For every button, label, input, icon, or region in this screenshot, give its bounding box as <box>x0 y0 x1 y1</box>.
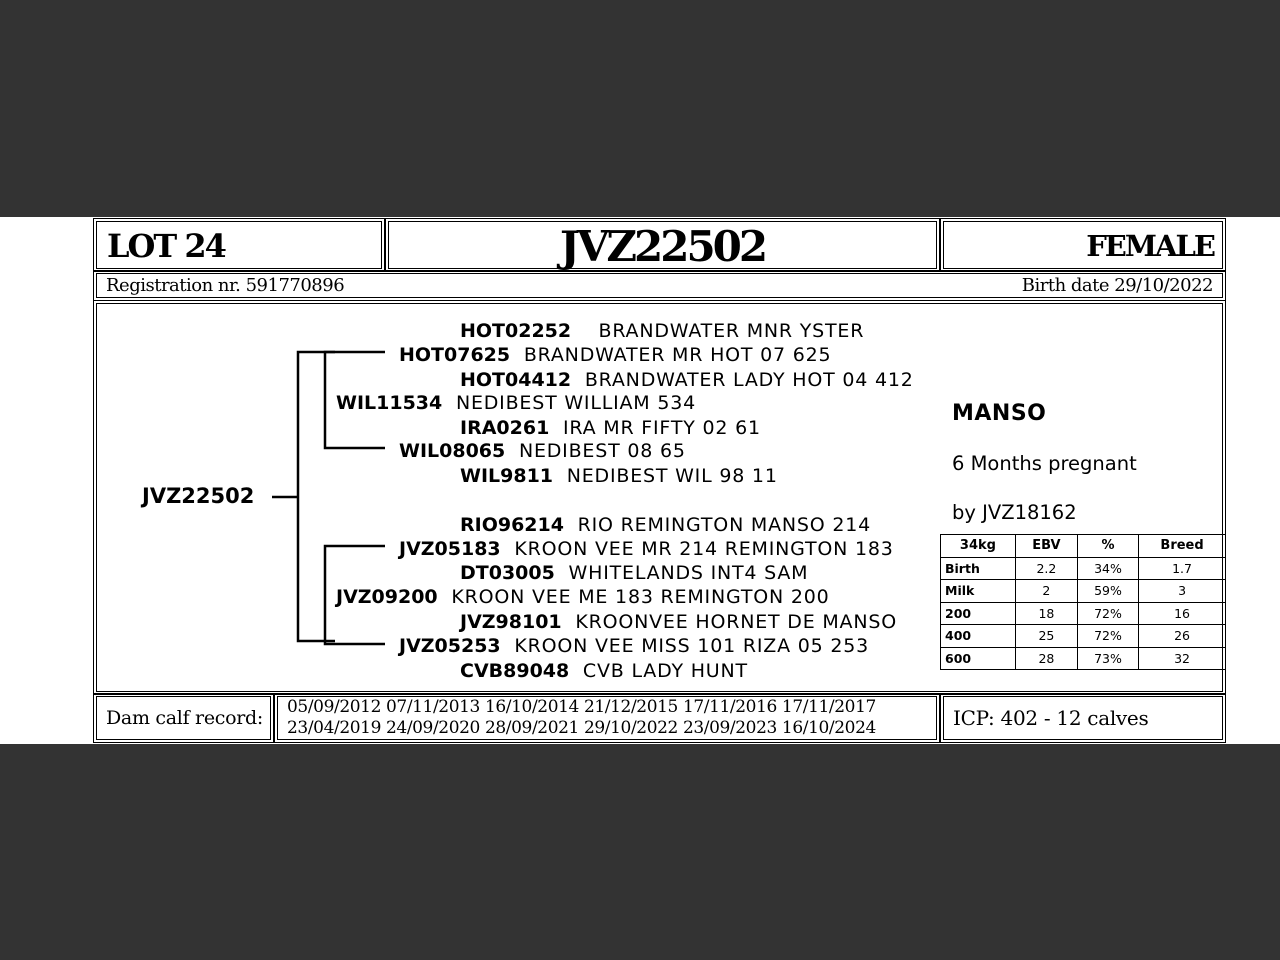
pedigree-animal: JVZ22502 <box>142 484 255 508</box>
ebv-breed: 3 <box>1139 580 1226 603</box>
ebv-row <box>941 625 1226 648</box>
ebv-row-label: 400 <box>941 625 1016 648</box>
ebv-percent: 59% <box>1077 580 1138 603</box>
ebv-breed: 32 <box>1139 647 1226 670</box>
lot-number: LOT 24 <box>107 227 225 265</box>
pedigree-dam-sire-sire: RIO96214 RIO REMINGTON MANSO 214 <box>460 514 872 536</box>
ebv-value: 28 <box>1015 647 1077 670</box>
ebv-row-label: Milk <box>941 580 1016 603</box>
ebv-header-percent: % <box>1077 535 1138 558</box>
pedigree-sire: WIL11534 NEDIBEST WILLIAM 534 <box>336 392 696 414</box>
dam-calf-record-label: Dam calf record: <box>106 707 263 729</box>
pedigree-panel <box>96 303 1223 692</box>
lot-number-cell <box>96 221 382 269</box>
calf-dates-line-1: 05/09/2012 07/11/2013 16/10/2014 21/12/2015 17/11/2016 17/11/2017 <box>287 697 876 717</box>
pedigree-sire-dam-sire: IRA0261 IRA MR FIFTY 02 61 <box>460 417 761 439</box>
ebv-row <box>941 647 1226 670</box>
ebv-breed: 1.7 <box>1139 557 1226 580</box>
ebv-breed: 16 <box>1139 602 1226 625</box>
parent-bracket <box>298 352 335 641</box>
pedigree-dam-dam-sire: JVZ98101 KROONVEE HORNET DE MANSO <box>460 611 897 633</box>
ebv-header-breed: Breed <box>1139 535 1226 558</box>
icp-summary: ICP: 402 - 12 calves <box>953 706 1149 730</box>
ebv-percent: 73% <box>1077 647 1138 670</box>
ebv-breed: 26 <box>1139 625 1226 648</box>
ebv-table <box>940 534 1226 670</box>
pedigree-dam-dam-dam: CVB89048 CVB LADY HUNT <box>460 660 748 682</box>
dam-calf-record-dates <box>277 696 937 740</box>
pedigree-sire-sire-sire: HOT02252 BRANDWATER MNR YSTER <box>460 320 865 342</box>
ebv-header-row <box>941 535 1226 558</box>
pedigree-sire-sire-dam: HOT04412 BRANDWATER LADY HOT 04 412 <box>460 369 914 391</box>
pregnancy-status: 6 Months pregnant <box>952 452 1137 475</box>
ebv-header-ebv: EBV <box>1015 535 1077 558</box>
animal-id-cell <box>388 221 937 269</box>
pedigree-sire-sire: HOT07625 BRANDWATER MR HOT 07 625 <box>399 344 832 366</box>
ebv-row <box>941 580 1226 603</box>
icp-cell <box>943 696 1223 740</box>
ebv-percent: 34% <box>1077 557 1138 580</box>
ebv-row <box>941 602 1226 625</box>
sex-cell <box>943 221 1223 269</box>
ebv-header-weight: 34kg <box>941 535 1016 558</box>
pedigree-dam-sire: JVZ05183 KROON VEE MR 214 REMINGTON 183 <box>399 538 894 560</box>
ebv-row-label: 200 <box>941 602 1016 625</box>
registration-number: Registration nr. 591770896 <box>106 275 345 296</box>
ebv-row-label: Birth <box>941 557 1016 580</box>
ebv-value: 18 <box>1015 602 1077 625</box>
pedigree-sire-dam: WIL08065 NEDIBEST 08 65 <box>399 440 686 462</box>
pedigree-dam-sire-dam: DT03005 WHITELANDS INT4 SAM <box>460 562 809 584</box>
ebv-row <box>941 557 1226 580</box>
service-sire-id: by JVZ18162 <box>952 501 1077 524</box>
animal-id: JVZ22502 <box>559 222 766 271</box>
registration-row <box>96 273 1223 298</box>
ebv-value: 2.2 <box>1015 557 1077 580</box>
animal-sex: FEMALE <box>1086 229 1214 263</box>
ebv-percent: 72% <box>1077 602 1138 625</box>
birth-date: Birth date 29/10/2022 <box>1021 275 1213 296</box>
pedigree-sire-dam-dam: WIL9811 NEDIBEST WIL 98 11 <box>460 465 778 487</box>
pedigree-dam: JVZ09200 KROON VEE ME 183 REMINGTON 200 <box>336 586 830 608</box>
ebv-value: 2 <box>1015 580 1077 603</box>
ebv-row-label: 600 <box>941 647 1016 670</box>
dam-calf-record-label-cell <box>96 696 271 740</box>
ebv-value: 25 <box>1015 625 1077 648</box>
service-sire-name: MANSO <box>952 401 1047 426</box>
lot-catalogue-page <box>0 217 1280 744</box>
calf-dates-line-2: 23/04/2019 24/09/2020 28/09/2021 29/10/2022 23/09/2023 16/10/2024 <box>287 718 876 738</box>
pedigree-dam-dam: JVZ05253 KROON VEE MISS 101 RIZA 05 253 <box>399 635 870 657</box>
ebv-percent: 72% <box>1077 625 1138 648</box>
